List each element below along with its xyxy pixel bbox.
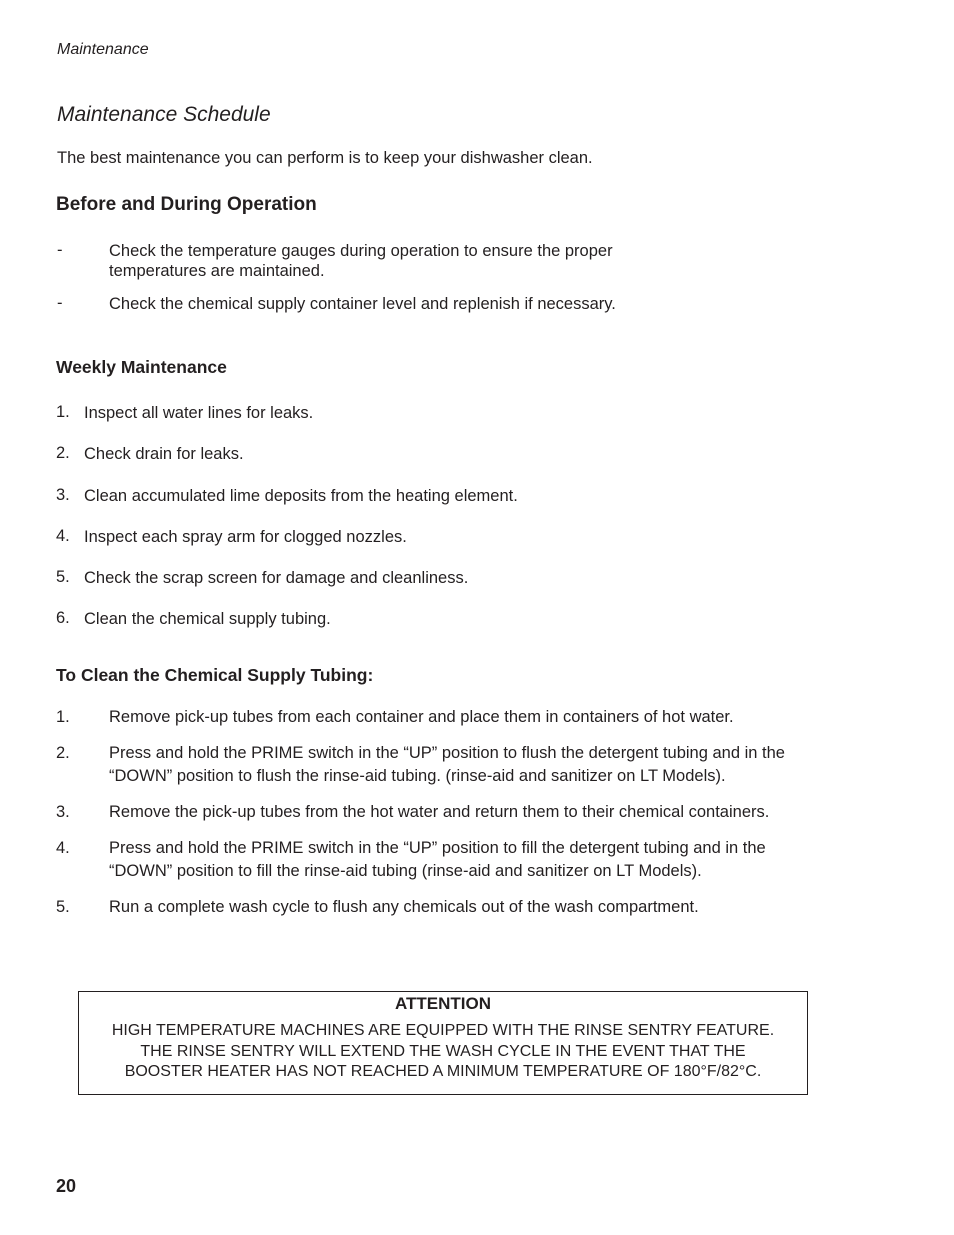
attention-line: HIGH TEMPERATURE MACHINES ARE EQUIPPED WITH THE RINSE SENTRY FEATURE.	[111, 1022, 775, 1039]
section-title: Maintenance Schedule	[57, 103, 271, 126]
list-item-line: “DOWN” position to fill the rinse-aid tubing (rinse-aid and sanitizer on LT Models).	[109, 862, 702, 880]
list-marker: 2.	[56, 444, 70, 462]
cleaning-heading: To Clean the Chemical Supply Tubing:	[56, 665, 374, 685]
list-item-text: Check drain for leaks.	[84, 445, 244, 463]
intro-paragraph: The best maintenance you can perform is to keep your dishwasher clean.	[57, 149, 593, 167]
attention-title: ATTENTION	[394, 994, 491, 1013]
list-marker: 3.	[56, 486, 70, 504]
list-marker: -	[57, 294, 63, 312]
list-item-line: Remove pick-up tubes from each container and place them in containers of hot water.	[109, 708, 734, 726]
weekly-maintenance-heading: Weekly Maintenance	[56, 357, 227, 377]
list-item-text: Clean accumulated lime deposits from the heating element.	[84, 487, 518, 505]
list-item-line: Run a complete wash cycle to flush any chemicals out of the wash compartment.	[109, 898, 699, 916]
list-item-text: Inspect all water lines for leaks.	[84, 404, 314, 422]
page-number: 20	[56, 1176, 77, 1196]
list-item-text	[109, 241, 613, 281]
list-item-text	[109, 294, 616, 314]
list-item-line: Press and hold the PRIME switch in the “UP” position to flush the detergent tubing and in the	[109, 744, 785, 762]
list-marker: 1.	[56, 403, 70, 421]
attention-body	[79, 1021, 807, 1083]
running-header: Maintenance	[57, 41, 149, 58]
list-item-text: Inspect each spray arm for clogged nozzles.	[84, 528, 407, 546]
list-item-line: “DOWN” position to flush the rinse-aid tubing. (rinse-aid and sanitizer on LT Models).	[109, 767, 726, 785]
list-marker: 6.	[56, 609, 70, 627]
before-during-heading: Before and During Operation	[56, 194, 317, 215]
list-item-text	[109, 742, 785, 788]
list-item-text: Check the scrap screen for damage and cleanliness.	[84, 569, 469, 587]
list-item-line: Check the chemical supply container level and replenish if necessary.	[109, 295, 616, 313]
list-marker: 2.	[56, 744, 70, 762]
list-item-text: Clean the chemical supply tubing.	[84, 610, 331, 628]
list-item-line: Check the temperature gauges during operation to ensure the proper	[109, 242, 613, 260]
attention-line: THE RINSE SENTRY WILL EXTEND THE WASH CYCLE IN THE EVENT THAT THE	[140, 1042, 746, 1060]
list-marker: 5.	[56, 898, 70, 916]
list-item-line: Remove the pick-up tubes from the hot water and return them to their chemical containers.	[109, 803, 770, 821]
list-item-text	[109, 837, 766, 883]
list-marker: 4.	[56, 527, 70, 545]
list-item-line: temperatures are maintained.	[109, 262, 325, 280]
list-marker: 3.	[56, 803, 70, 821]
list-item-text	[109, 801, 769, 824]
list-item-text	[109, 896, 699, 919]
list-marker: -	[57, 241, 63, 259]
list-item-line: Press and hold the PRIME switch in the “UP” position to fill the detergent tubing and in the	[109, 839, 766, 857]
attention-line: BOOSTER HEATER HAS NOT REACHED A MINIMUM TEMPERATURE OF 180°F/82°C.	[124, 1063, 762, 1080]
list-item-text	[109, 706, 734, 729]
list-marker: 4.	[56, 839, 70, 857]
list-marker: 5.	[56, 568, 70, 586]
attention-notice-box	[78, 991, 808, 1095]
list-marker: 1.	[56, 708, 70, 726]
